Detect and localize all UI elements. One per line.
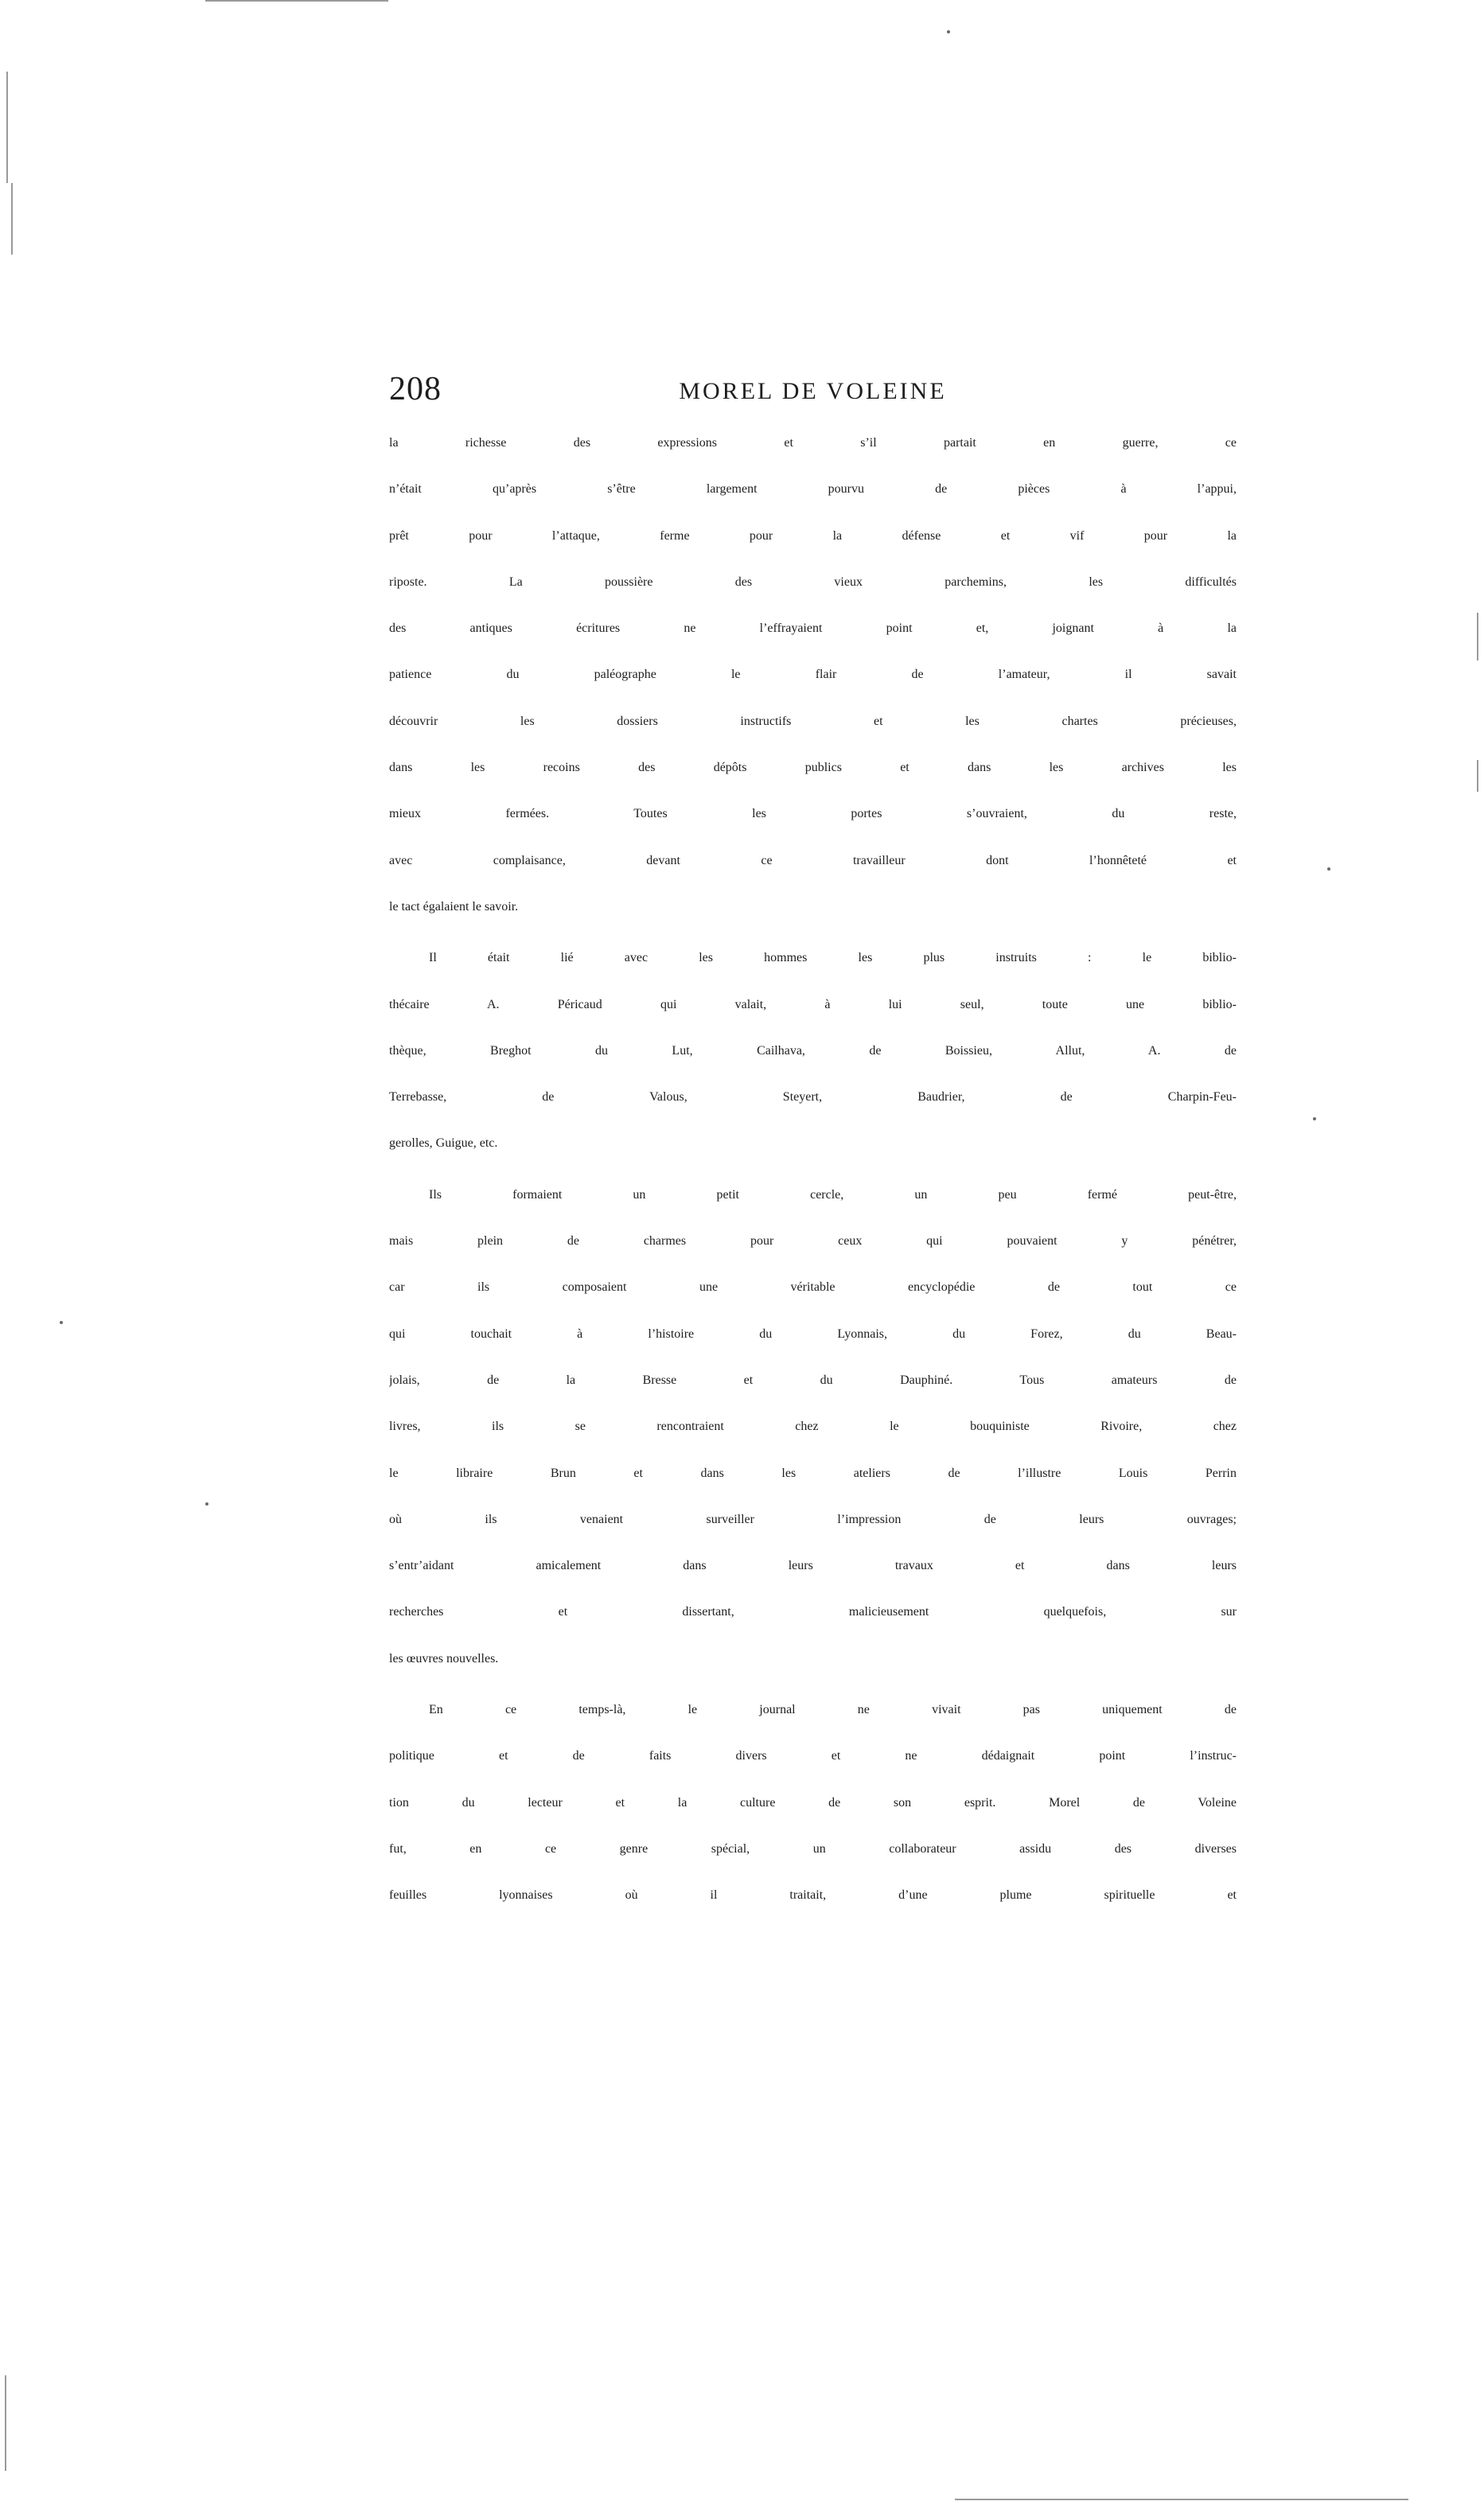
- text-line: gerolles, Guigue, etc.: [389, 1136, 498, 1151]
- scan-speck: [1327, 867, 1330, 871]
- text-line: mais plein de charmes pour ceux qui pouvaient y pénétrer,: [389, 1234, 1237, 1249]
- scan-speck: [205, 1502, 208, 1506]
- text-line: Terrebasse, de Valous, Steyert, Baudrier, de Charpin-Feu-: [389, 1090, 1237, 1105]
- text-line: des antiques écritures ne l’effrayaient point et, joignant à la: [389, 621, 1237, 636]
- text-line: le libraire Brun et dans les ateliers de l’illustre Louis Perrin: [389, 1466, 1237, 1480]
- text-line: feuilles lyonnaises où il traitait, d’une plume spirituelle et: [389, 1888, 1237, 1903]
- text-line: qui touchait à l’histoire du Lyonnais, du Forez, du Beau-: [389, 1327, 1237, 1341]
- text-line: le tact égalaient le savoir.: [389, 899, 519, 914]
- page-number: 208: [389, 371, 442, 407]
- scan-edge-line: [205, 0, 388, 2]
- paragraph: [389, 951, 1237, 1182]
- text-line: jolais, de la Bresse et du Dauphiné. Tous amateurs de: [389, 1373, 1237, 1387]
- text-line: thécaire A. Péricaud qui valait, à lui seul, toute une biblio-: [389, 997, 1237, 1011]
- text-line: patience du paléographe le flair de l’amateur, il savait: [389, 668, 1237, 682]
- text-line: avec complaisance, devant ce travailleur dont l’honnêteté et: [389, 853, 1237, 867]
- text-line: la richesse des expressions et s’il partait en guerre, ce: [389, 436, 1237, 450]
- text-line: fut, en ce genre spécial, un collaborateur assidu des diverses: [389, 1841, 1237, 1856]
- scan-edge-line: [1477, 613, 1478, 660]
- scan-edge-line: [955, 2499, 1408, 2500]
- scan-speck: [947, 30, 950, 33]
- text-line: recherches et dissertant, malicieusement quelquefois, sur: [389, 1605, 1237, 1619]
- text-line: car ils composaient une véritable encyclopédie de tout ce: [389, 1280, 1237, 1295]
- scan-edge-line: [11, 183, 13, 255]
- body-text: [389, 436, 1237, 1935]
- text-line: découvrir les dossiers instructifs et les chartes précieuses,: [389, 714, 1237, 728]
- text-line: les œuvres nouvelles.: [389, 1651, 499, 1666]
- scan-edge-line: [6, 72, 8, 183]
- text-line: En ce temps-là, le journal ne vivait pas uniquement de: [429, 1703, 1237, 1717]
- text-line: politique et de faits divers et ne dédaignait point l’instruc-: [389, 1749, 1237, 1763]
- running-head: [389, 369, 1237, 409]
- text-line: thèque, Breghot du Lut, Cailhava, de Boissieu, Allut, A. de: [389, 1043, 1237, 1058]
- text-line: s’entr’aidant amicalement dans leurs travaux et dans leurs: [389, 1559, 1237, 1573]
- text-line: livres, ils se rencontraient chez le bouquiniste Rivoire, chez: [389, 1420, 1237, 1434]
- text-line: prêt pour l’attaque, ferme pour la défense et vif pour la: [389, 528, 1237, 543]
- scan-edge-line: [5, 2375, 6, 2471]
- text-line: Il était lié avec les hommes les plus instruits : le biblio-: [429, 951, 1237, 965]
- text-line: riposte. La poussière des vieux parchemins, les difficultés: [389, 575, 1237, 589]
- paragraph: [389, 1703, 1237, 1934]
- text-line: mieux fermées. Toutes les portes s’ouvraient, du reste,: [389, 807, 1237, 821]
- text-line: où ils venaient surveiller l’impression de leurs ouvrages;: [389, 1512, 1237, 1526]
- text-line: tion du lecteur et la culture de son esprit. Morel de Voleine: [389, 1795, 1237, 1810]
- text-line: Ils formaient un petit cercle, un peu fermé peut-être,: [429, 1187, 1237, 1202]
- scan-edge-line: [1477, 760, 1478, 792]
- running-title: MOREL DE VOLEINE: [679, 378, 947, 404]
- text-line: dans les recoins des dépôts publics et dans les archives les: [389, 761, 1237, 775]
- scan-speck: [60, 1321, 63, 1324]
- paragraph: [389, 1188, 1237, 1698]
- scan-speck: [1313, 1117, 1316, 1120]
- text-line: n’était qu’après s’être largement pourvu de pièces à l’appui,: [389, 482, 1237, 497]
- paragraph: [389, 436, 1237, 946]
